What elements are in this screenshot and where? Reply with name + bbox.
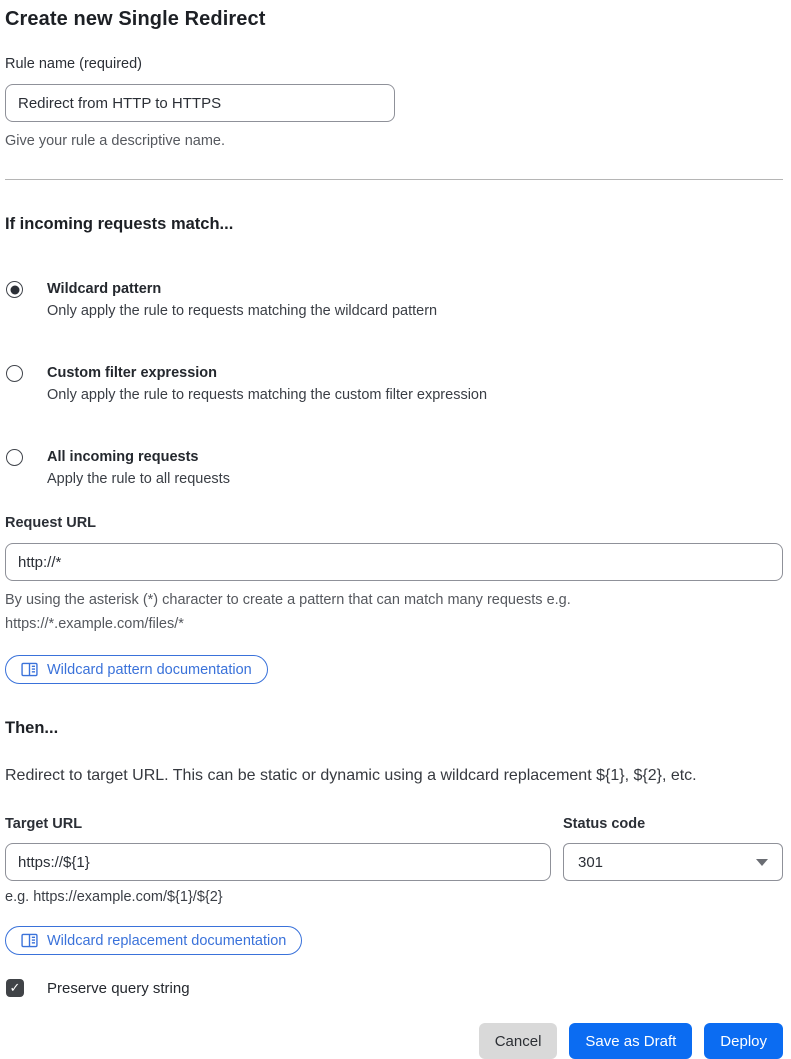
preserve-query-string-label: Preserve query string xyxy=(47,979,190,997)
radio-texts xyxy=(47,363,487,407)
cancel-button[interactable]: Cancel xyxy=(479,1023,558,1059)
radio-label: Wildcard pattern xyxy=(47,281,162,297)
radio-button-icon[interactable] xyxy=(6,449,23,466)
request-url-help xyxy=(5,588,783,636)
request-url-label: Request URL xyxy=(5,515,97,531)
checkbox-checked-icon[interactable]: ✓ xyxy=(6,979,24,997)
target-url-input[interactable] xyxy=(5,843,551,881)
request-url-input[interactable] xyxy=(5,543,783,581)
chevron-down-icon xyxy=(756,859,768,866)
radio-description: Only apply the rule to requests matching the wildcard pattern xyxy=(47,303,438,319)
match-type-radio-group xyxy=(5,279,783,491)
save-as-draft-button[interactable]: Save as Draft xyxy=(569,1023,692,1059)
wildcard-replacement-docs-label: Wildcard replacement documentation xyxy=(47,932,287,949)
radio-option-wildcard-pattern[interactable] xyxy=(5,279,783,323)
then-section-heading: Then... xyxy=(5,719,59,737)
radio-option-all-incoming-requests[interactable] xyxy=(5,447,783,491)
section-divider xyxy=(5,179,783,180)
rule-name-input[interactable] xyxy=(5,84,395,122)
radio-option-custom-filter-expression[interactable] xyxy=(5,363,783,407)
target-url-column xyxy=(5,814,551,907)
radio-button-icon[interactable] xyxy=(6,365,23,382)
wildcard-pattern-docs-label: Wildcard pattern documentation xyxy=(47,661,252,678)
radio-description: Apply the rule to all requests xyxy=(47,471,230,487)
radio-button-icon[interactable] xyxy=(6,281,23,298)
match-section-heading: If incoming requests match... xyxy=(5,215,234,233)
target-and-status-row xyxy=(5,814,783,907)
then-description: Redirect to target URL. This can be static or dynamic using a wildcard replacement ${1}, ${2}, etc. xyxy=(5,767,697,784)
open-book-icon xyxy=(21,933,38,948)
target-url-label: Target URL xyxy=(5,816,83,832)
wildcard-replacement-docs-button[interactable] xyxy=(5,926,302,955)
radio-texts xyxy=(47,279,437,323)
page-title: Create new Single Redirect xyxy=(5,8,266,30)
preserve-query-string-row[interactable] xyxy=(5,979,783,997)
request-url-help-line1: By using the asterisk (*) character to create a pattern that can match many requests e.g. xyxy=(5,592,571,608)
target-url-help: e.g. https://example.com/${1}/${2} xyxy=(5,889,223,905)
request-url-help-line2: https://*.example.com/files/* xyxy=(5,616,184,632)
radio-label: All incoming requests xyxy=(47,449,199,465)
status-code-column xyxy=(563,814,783,907)
open-book-icon xyxy=(21,662,38,677)
status-code-label: Status code xyxy=(563,816,646,832)
radio-texts xyxy=(47,447,230,491)
wildcard-pattern-docs-button[interactable] xyxy=(5,655,268,684)
status-code-select[interactable] xyxy=(563,843,783,881)
status-code-value: 301 xyxy=(578,853,604,871)
rule-name-label: Rule name (required) xyxy=(5,56,143,72)
radio-description: Only apply the rule to requests matching the custom filter expression xyxy=(47,387,488,403)
deploy-button[interactable]: Deploy xyxy=(704,1023,783,1059)
radio-label: Custom filter expression xyxy=(47,365,218,381)
rule-name-help: Give your rule a descriptive name. xyxy=(5,133,226,149)
form-footer xyxy=(5,1023,783,1059)
